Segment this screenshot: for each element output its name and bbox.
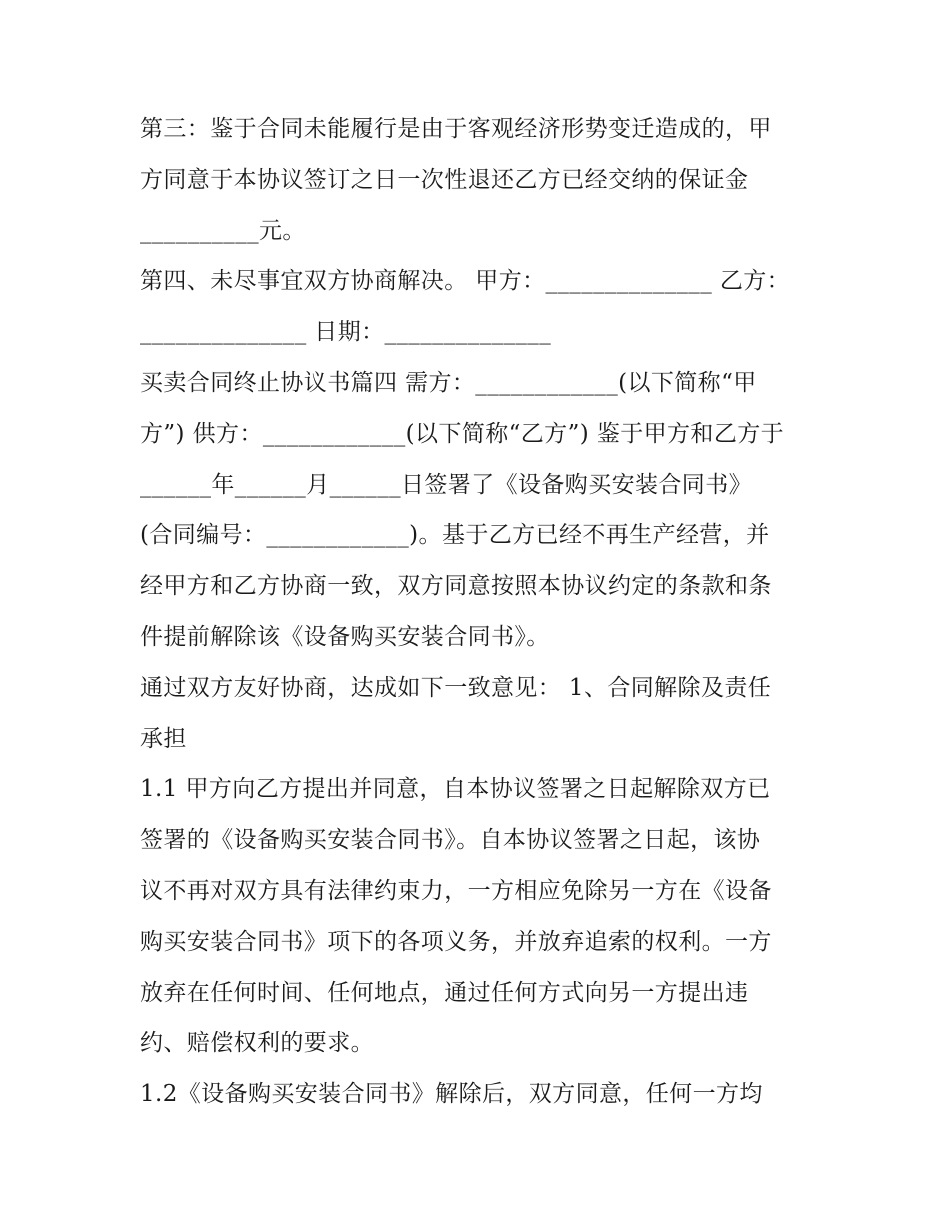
text-line: 议不再对双方具有法律约束力，一方相应免除另一方在《设备 [140,877,772,904]
text-line: 通过双方友好协商，达成如下一致意见： 1、合同解除及责任 [140,674,772,701]
text-line: (合同编号：____________)。基于乙方已经不再生产经营，并 [140,522,770,549]
text-line: 1.1 甲方向乙方提出并同意，自本协议签署之日起解除双方已 [140,776,771,803]
text-line: 放弃在任何时间、任何地点，通过任何方式向另一方提出违 [140,979,749,1006]
text-line: 件提前解除该《设备购买安装合同书》。 [140,623,550,650]
text-line: ______年______月______日签署了《设备购买安装合同书》 [140,471,752,498]
text-line: 约、赔偿权利的要求。 [140,1030,374,1057]
text-line: 购买安装合同书》项下的各项义务，并放弃追索的权利。一方 [140,928,772,955]
text-line: __________元。 [140,217,306,244]
text-line: ______________ 日期：______________ [140,319,552,346]
text-line: 买卖合同终止协议书篇四 需方：____________(以下简称“甲 [140,369,757,396]
text-line: 方同意于本协议签订之日一次性退还乙方已经交纳的保证金 [140,166,749,193]
text-line: 第四、未尽事宜双方协商解决。 甲方：______________ 乙方： [140,268,791,295]
text-line: 签署的《设备购买安装合同书》。自本协议签署之日起，该协 [140,827,761,854]
text-line: 第三：鉴于合同未能履行是由于客观经济形势变迁造成的，甲 [140,116,772,142]
text-line: 承担 [140,725,187,752]
text-line: 经甲方和乙方协商一致，双方同意按照本协议约定的条款和条 [140,573,772,600]
text-line: 1.2《设备购买安装合同书》解除后，双方同意，任何一方均 [140,1081,763,1108]
document-page [140,104,820,1120]
text-line: 方”) 供方：____________(以下简称“乙方”) 鉴于甲方和乙方于 [140,420,785,447]
